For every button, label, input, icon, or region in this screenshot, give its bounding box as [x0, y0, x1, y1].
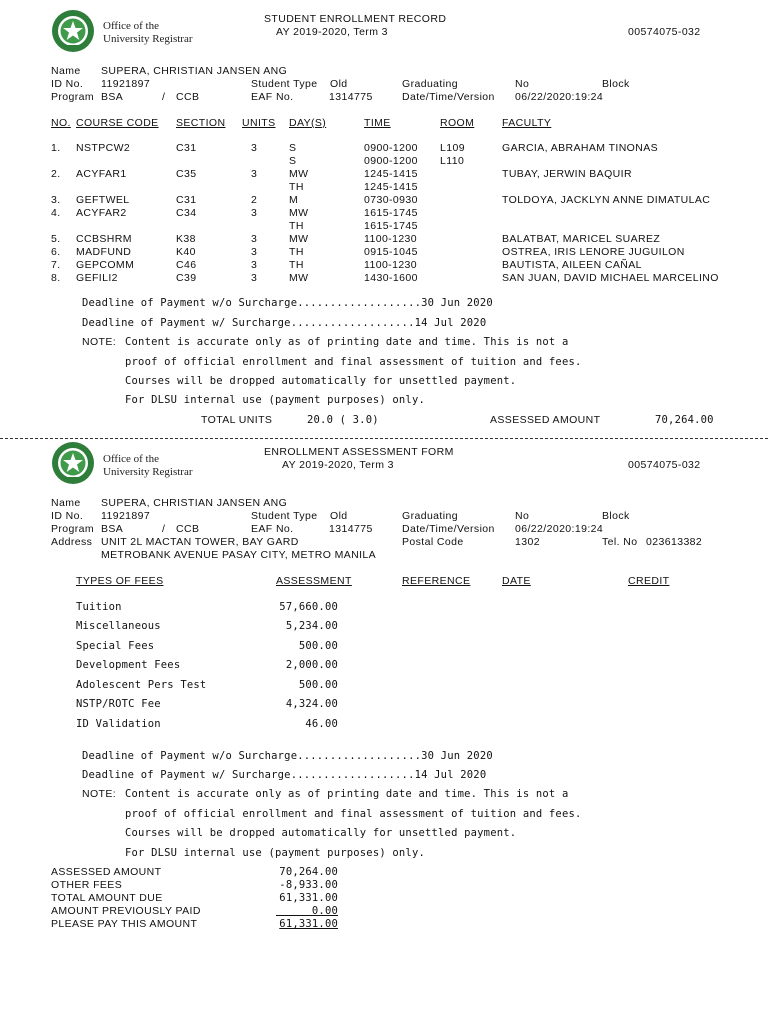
eaf-value: 1314775 [329, 523, 373, 535]
course-days: TH [289, 220, 304, 232]
office-line1: Office of the [103, 20, 159, 32]
graduating-value: No [515, 510, 530, 522]
graduating-label: Graduating [402, 510, 458, 522]
fee-amount: 46.00 [305, 718, 338, 730]
col-reference: REFERENCE [402, 575, 471, 587]
col-room: ROOM [440, 117, 475, 129]
fee-name: Tuition [76, 601, 122, 613]
note-line4: For DLSU internal use (payment purposes) only. [125, 394, 425, 406]
course-time: 1100-1230 [364, 259, 418, 271]
program-slash: / [162, 91, 166, 103]
course-code: CCBSHRM [76, 233, 132, 245]
course-days: MW [289, 233, 309, 245]
fee-row [0, 620, 768, 632]
table-row [0, 246, 768, 258]
fee-name: Adolescent Pers Test [76, 679, 207, 691]
table-row [0, 233, 768, 245]
fee-amount: 2,000.00 [285, 659, 338, 671]
course-units: 3 [251, 233, 258, 245]
course-time: 1245-1415 [364, 168, 418, 180]
course-units: 2 [251, 194, 258, 206]
note-line2: proof of official enrollment and final assessment of tuition and fees. [125, 808, 582, 820]
course-time: 0900-1200 [364, 155, 418, 167]
course-no: 1. [51, 142, 61, 154]
assessment-ref-no: 00574075-032 [628, 459, 701, 471]
course-code: ACYFAR1 [76, 168, 127, 180]
table-row [0, 272, 768, 284]
table-row [0, 181, 768, 193]
course-time: 1615-1745 [364, 207, 418, 219]
summary-amount: 61,331.00 [279, 892, 338, 904]
student-id: 11921897 [101, 78, 151, 90]
course-code: GEFTWEL [76, 194, 130, 206]
table-row [0, 194, 768, 206]
course-faculty: BAUTISTA, AILEEN CAÑAL [502, 259, 642, 271]
deadline-no-surcharge: Deadline of Payment w/o Surcharge...................30 Jun 2020 [82, 750, 493, 762]
block-label: Block [602, 510, 630, 522]
course-section: C31 [176, 194, 197, 206]
col-date: DATE [502, 575, 531, 587]
fee-row [0, 718, 768, 730]
program-value: BSA [101, 523, 124, 535]
course-section: C31 [176, 142, 197, 154]
deadline-no-surcharge: Deadline of Payment w/o Surcharge...................30 Jun 2020 [82, 297, 493, 309]
summary-row [0, 879, 768, 891]
fee-row [0, 659, 768, 671]
note-label: NOTE: [82, 788, 117, 800]
student-type-label: Student Type [251, 510, 318, 522]
course-faculty: OSTREA, IRIS LENORE JUGUILON [502, 246, 685, 258]
office-line2: University Registrar [103, 466, 193, 478]
course-code: GEPCOMM [76, 259, 135, 271]
course-units: 3 [251, 207, 258, 219]
summary-amount: 0.00 [311, 905, 338, 917]
summary-label: PLEASE PAY THIS AMOUNT [51, 918, 198, 930]
course-room: L110 [440, 155, 465, 167]
tel-value: 023613382 [646, 536, 703, 548]
student-type-label: Student Type [251, 78, 318, 90]
course-units: 3 [251, 142, 258, 154]
course-days: TH [289, 181, 304, 193]
office-title [103, 453, 193, 479]
course-section: K38 [176, 233, 196, 245]
col-units: UNITS [242, 117, 276, 129]
summary-row [0, 918, 768, 930]
assessment-title: ENROLLMENT ASSESSMENT FORM [264, 446, 454, 458]
eaf-label: EAF No. [251, 523, 294, 535]
course-days: MW [289, 168, 309, 180]
eaf-label: EAF No. [251, 91, 294, 103]
address-label: Address [51, 536, 93, 548]
fee-name: Development Fees [76, 659, 181, 671]
course-days: TH [289, 259, 304, 271]
col-course-code: COURSE CODE [76, 117, 159, 129]
name-label: Name [51, 65, 81, 77]
assessment-ay: AY 2019-2020, Term 3 [282, 459, 394, 471]
col-section: SECTION [176, 117, 226, 129]
fee-row [0, 698, 768, 710]
summary-label: AMOUNT PREVIOUSLY PAID [51, 905, 201, 917]
course-section: K40 [176, 246, 196, 258]
course-section: C39 [176, 272, 197, 284]
student-name: SUPERA, CHRISTIAN JANSEN ANG [101, 497, 288, 509]
student-name: SUPERA, CHRISTIAN JANSEN ANG [101, 65, 288, 77]
course-no: 4. [51, 207, 61, 219]
cut-line-divider [0, 438, 768, 439]
course-section: C46 [176, 259, 197, 271]
course-days: MW [289, 207, 309, 219]
summary-rule [276, 915, 338, 916]
student-type: Old [330, 78, 348, 90]
col-assessment: ASSESSMENT [276, 575, 352, 587]
graduating-value: No [515, 78, 530, 90]
col-time: TIME [364, 117, 391, 129]
record-ref-no: 00574075-032 [628, 26, 701, 38]
table-row [0, 207, 768, 219]
note-line2: proof of official enrollment and final assessment of tuition and fees. [125, 356, 582, 368]
postal-code-value: 1302 [515, 536, 540, 548]
office-line2: University Registrar [103, 33, 193, 45]
course-units: 3 [251, 246, 258, 258]
amount-to-pay: 61,331.00 [279, 918, 338, 930]
college-value: CCB [176, 523, 200, 535]
fee-amount: 4,324.00 [285, 698, 338, 710]
summary-amount: 70,264.00 [279, 866, 338, 878]
course-time: 0915-1045 [364, 246, 418, 258]
dtv-value: 06/22/2020:19:24 [515, 91, 604, 103]
dtv-label: Date/Time/Version [402, 91, 495, 103]
program-slash: / [162, 523, 166, 535]
course-faculty: TOLDOYA, JACKLYN ANNE DIMATULAC [502, 194, 711, 206]
record-title: STUDENT ENROLLMENT RECORD [264, 13, 447, 25]
course-section: C34 [176, 207, 197, 219]
fee-amount: 5,234.00 [285, 620, 338, 632]
col-faculty: FACULTY [502, 117, 552, 129]
course-code: NSTPCW2 [76, 142, 131, 154]
course-time: 0900-1200 [364, 142, 418, 154]
assessed-amount-label: ASSESSED AMOUNT [490, 414, 601, 426]
note-line4: For DLSU internal use (payment purposes) only. [125, 847, 425, 859]
student-type: Old [330, 510, 348, 522]
course-units: 3 [251, 272, 258, 284]
block-label: Block [602, 78, 630, 90]
fee-name: NSTP/ROTC Fee [76, 698, 161, 710]
note-line1: Content is accurate only as of printing date and time. This is not a [125, 336, 569, 348]
course-code: ACYFAR2 [76, 207, 127, 219]
course-faculty: BALATBAT, MARICEL SUAREZ [502, 233, 661, 245]
course-no: 5. [51, 233, 61, 245]
col-days: DAY(S) [289, 117, 327, 129]
col-types-of-fees: TYPES OF FEES [76, 575, 164, 587]
office-line1: Office of the [103, 453, 159, 465]
course-days: S [289, 142, 297, 154]
note-line3: Courses will be dropped automatically for unsettled payment. [125, 827, 517, 839]
course-units: 3 [251, 168, 258, 180]
course-faculty: GARCIA, ABRAHAM TINONAS [502, 142, 659, 154]
fee-name: Miscellaneous [76, 620, 161, 632]
dlsu-seal-logo [51, 441, 95, 485]
summary-amount: -8,933.00 [279, 879, 338, 891]
deadline-with-surcharge: Deadline of Payment w/ Surcharge...................14 Jul 2020 [82, 317, 487, 329]
course-room: L109 [440, 142, 465, 154]
total-units-value: 20.0 ( 3.0) [307, 414, 379, 426]
tel-label: Tel. No [602, 536, 638, 548]
summary-row [0, 905, 768, 917]
table-row [0, 259, 768, 271]
id-label: ID No. [51, 78, 84, 90]
name-label: Name [51, 497, 81, 509]
course-time: 1615-1745 [364, 220, 418, 232]
eaf-value: 1314775 [329, 91, 373, 103]
course-no: 6. [51, 246, 61, 258]
course-time: 1430-1600 [364, 272, 418, 284]
office-title [103, 20, 193, 46]
course-faculty: SAN JUAN, DAVID MICHAEL MARCELINO [502, 272, 719, 284]
dtv-value: 06/22/2020:19:24 [515, 523, 604, 535]
fee-name: Special Fees [76, 640, 155, 652]
total-units-label: TOTAL UNITS [201, 414, 273, 426]
student-id: 11921897 [101, 510, 151, 522]
record-ay: AY 2019-2020, Term 3 [276, 26, 388, 38]
course-no: 8. [51, 272, 61, 284]
table-row [0, 220, 768, 232]
note-line1: Content is accurate only as of printing date and time. This is not a [125, 788, 569, 800]
id-label: ID No. [51, 510, 84, 522]
program-value: BSA [101, 91, 124, 103]
course-days: M [289, 194, 299, 206]
summary-label: OTHER FEES [51, 879, 123, 891]
fee-row [0, 679, 768, 691]
summary-row [0, 866, 768, 878]
postal-code-label: Postal Code [402, 536, 464, 548]
course-code: GEFILI2 [76, 272, 118, 284]
fee-amount: 57,660.00 [279, 601, 338, 613]
course-days: S [289, 155, 297, 167]
col-credit: CREDIT [628, 575, 670, 587]
summary-row [0, 892, 768, 904]
college-value: CCB [176, 91, 200, 103]
course-days: TH [289, 246, 304, 258]
course-code: MADFUND [76, 246, 132, 258]
course-faculty: TUBAY, JERWIN BAQUIR [502, 168, 632, 180]
course-time: 1100-1230 [364, 233, 418, 245]
table-row [0, 142, 768, 154]
table-row [0, 168, 768, 180]
course-time: 0730-0930 [364, 194, 418, 206]
summary-label: TOTAL AMOUNT DUE [51, 892, 163, 904]
course-no: 2. [51, 168, 61, 180]
fee-row [0, 601, 768, 613]
dlsu-seal-logo [51, 9, 95, 53]
dtv-label: Date/Time/Version [402, 523, 495, 535]
col-no: NO. [51, 117, 71, 129]
address-line1: UNIT 2L MACTAN TOWER, BAY GARD [101, 536, 299, 548]
course-time: 1245-1415 [364, 181, 418, 193]
note-line3: Courses will be dropped automatically for unsettled payment. [125, 375, 517, 387]
graduating-label: Graduating [402, 78, 458, 90]
table-row [0, 155, 768, 167]
address-line2: METROBANK AVENUE PASAY CITY, METRO MANILA [101, 549, 377, 561]
course-units: 3 [251, 259, 258, 271]
program-label: Program [51, 523, 95, 535]
fee-row [0, 640, 768, 652]
course-no: 7. [51, 259, 61, 271]
course-section: C35 [176, 168, 197, 180]
fee-amount: 500.00 [298, 640, 338, 652]
assessed-amount-value: 70,264.00 [655, 414, 714, 426]
summary-label: ASSESSED AMOUNT [51, 866, 162, 878]
fee-amount: 500.00 [298, 679, 338, 691]
course-days: MW [289, 272, 309, 284]
fee-name: ID Validation [76, 718, 161, 730]
deadline-with-surcharge: Deadline of Payment w/ Surcharge...................14 Jul 2020 [82, 769, 487, 781]
program-label: Program [51, 91, 95, 103]
note-label: NOTE: [82, 336, 117, 348]
course-no: 3. [51, 194, 61, 206]
